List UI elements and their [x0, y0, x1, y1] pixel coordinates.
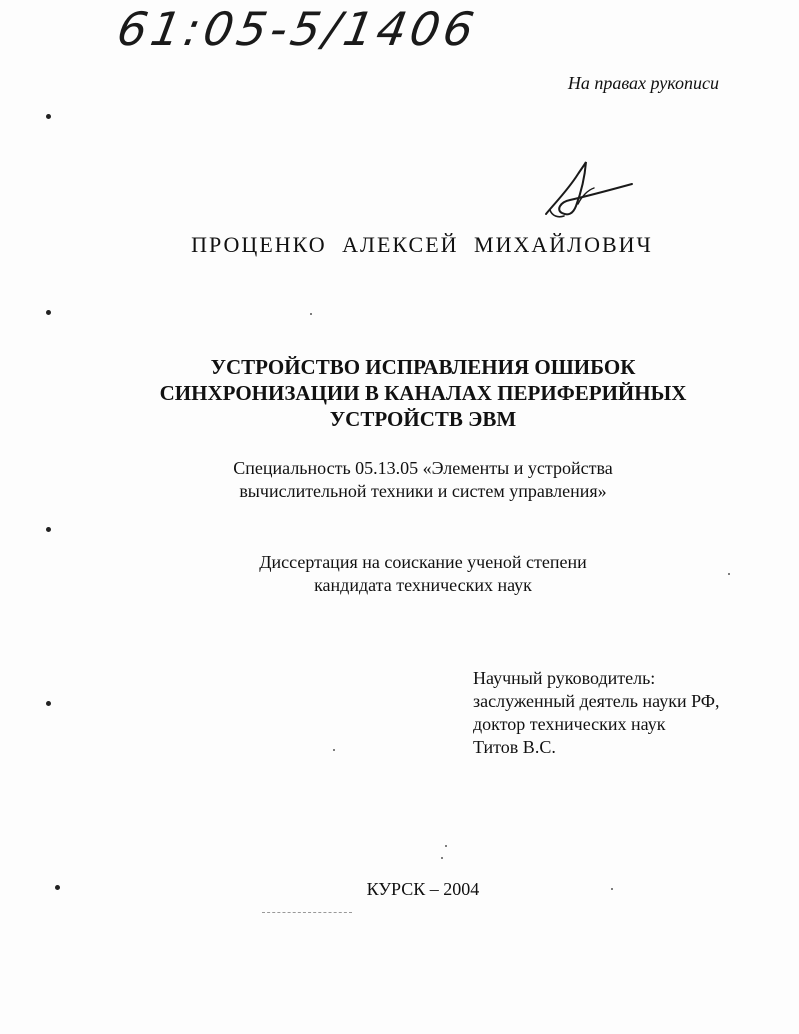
signature-icon [538, 160, 638, 222]
thesis-title-line: УСТРОЙСТВ ЭВМ [329, 407, 517, 431]
supervisor-line: заслуженный деятель науки РФ, [473, 691, 720, 711]
scan-speck-icon [333, 749, 335, 751]
binding-hole-icon [46, 114, 51, 119]
scan-speck-icon [310, 313, 312, 315]
thesis-title-line: УСТРОЙСТВО ИСПРАВЛЕНИЯ ОШИБОК [210, 355, 636, 379]
dissertation-line: кандидата технических наук [314, 575, 532, 595]
supervisor-line: Титов В.С. [473, 737, 556, 757]
scan-speck-icon [441, 857, 443, 859]
city-year: КУРСК – 2004 [366, 879, 480, 899]
catalog-number-handwritten: 61:05-5/1406 [113, 2, 482, 56]
specialty-block [0, 457, 799, 503]
supervisor-line: Научный руководитель: [473, 668, 656, 688]
rights-note: На правах рукописи [567, 73, 719, 93]
thesis-title [0, 354, 799, 432]
author-name: ПРОЦЕНКО АЛЕКСЕЙ МИХАЙЛОВИЧ [191, 232, 653, 257]
dissertation-line: Диссертация на соискание ученой степени [259, 552, 587, 572]
binding-hole-icon [46, 527, 51, 532]
scan-speck-icon [728, 573, 730, 575]
specialty-line: вычислительной техники и систем управления» [239, 481, 607, 501]
binding-hole-icon [46, 701, 51, 706]
supervisor-block [473, 667, 720, 759]
thesis-title-line: СИНХРОНИЗАЦИИ В КАНАЛАХ ПЕРИФЕРИЙНЫХ [159, 381, 687, 405]
scan-line [262, 912, 352, 914]
specialty-line: Специальность 05.13.05 «Элементы и устройства [233, 458, 613, 478]
binding-hole-icon [46, 310, 51, 315]
supervisor-line: доктор технических наук [473, 714, 666, 734]
binding-hole-icon [55, 885, 60, 890]
scan-speck-icon [611, 888, 613, 890]
dissertation-block [0, 551, 799, 597]
scan-speck-icon [445, 845, 447, 847]
